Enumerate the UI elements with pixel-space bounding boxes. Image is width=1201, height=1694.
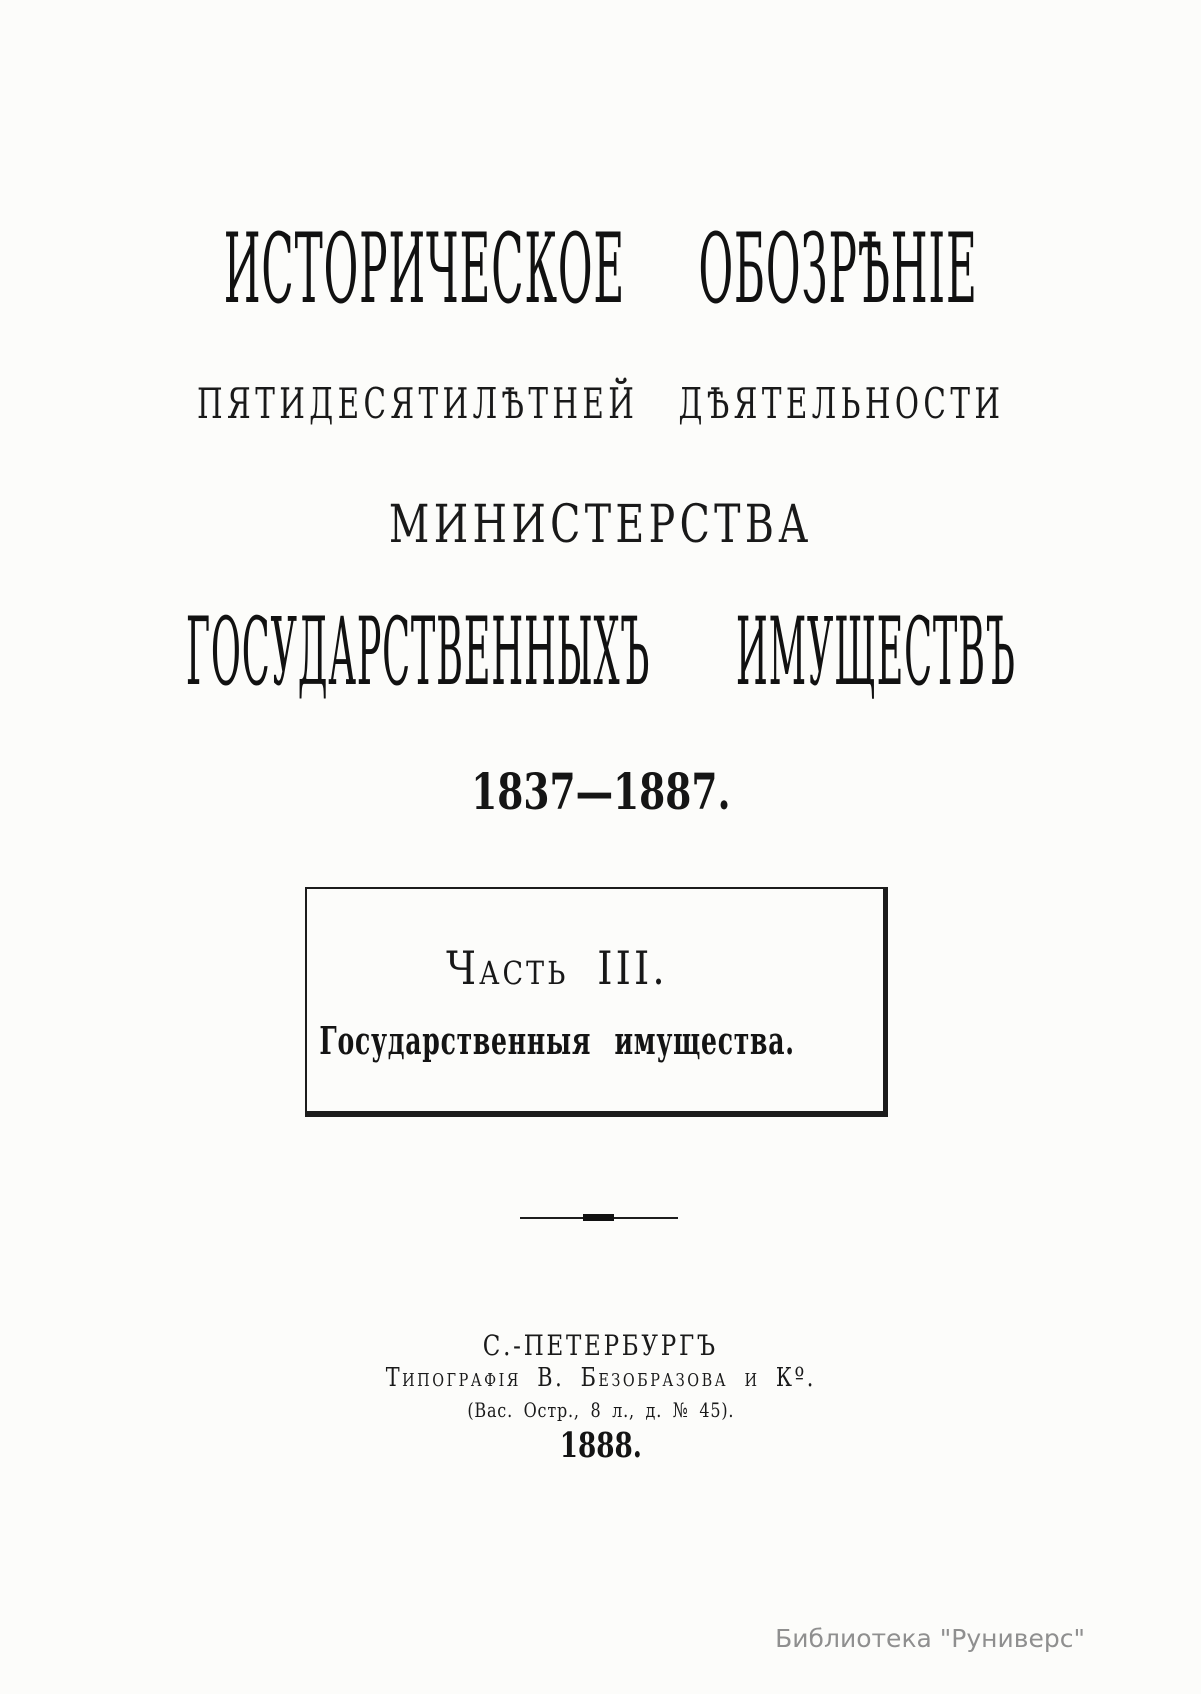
- part-label: [269, 941, 845, 995]
- book-title-line3: [0, 495, 1201, 555]
- book-title-line4: [0, 598, 1201, 707]
- part-subtitle-text: Государственныя имущества.: [319, 1018, 795, 1063]
- book-title-line4-text: ГОСУДАРСТВЕННЫХЪ ИМУЩЕСТВЪ: [185, 598, 1016, 707]
- imprint-city: [0, 1329, 1201, 1362]
- book-title-line2: [0, 379, 1201, 428]
- imprint-year: [0, 1425, 1201, 1466]
- library-watermark: Библиотека "Руниверс": [775, 1624, 1085, 1653]
- book-title-line3-text: МИНИСТЕРСТВА: [388, 495, 813, 555]
- imprint-year-text: 1888.: [559, 1425, 642, 1466]
- book-title-line1-text: ИСТОРИЧЕСКОЕ ОБОЗРѢНІЕ: [223, 213, 978, 325]
- imprint-printer: [0, 1365, 1201, 1391]
- imprint-address: [0, 1400, 1201, 1420]
- part-box: [305, 887, 888, 1117]
- ornamental-divider: [520, 1214, 678, 1222]
- book-title-line2-text: ПЯТИДЕСЯТИЛѢТНЕЙ ДѢЯТЕЛЬНОСТИ: [196, 379, 1005, 428]
- part-box-content: [269, 889, 845, 1111]
- divider-center-block: [583, 1214, 614, 1221]
- part-label-text: Часть III.: [446, 941, 668, 995]
- book-years: [0, 762, 1201, 821]
- book-title-line1: [0, 213, 1201, 325]
- imprint-city-text: С.-ПЕТЕРБУРГЪ: [482, 1329, 719, 1362]
- part-subtitle: [269, 1018, 845, 1063]
- imprint-address-text: (Вас. Остр., 8 л., д. № 45).: [467, 1398, 734, 1422]
- imprint-printer-text: Типографія В. Безобразова и Кº.: [385, 1363, 816, 1393]
- book-years-text: 1837—1887.: [470, 762, 731, 821]
